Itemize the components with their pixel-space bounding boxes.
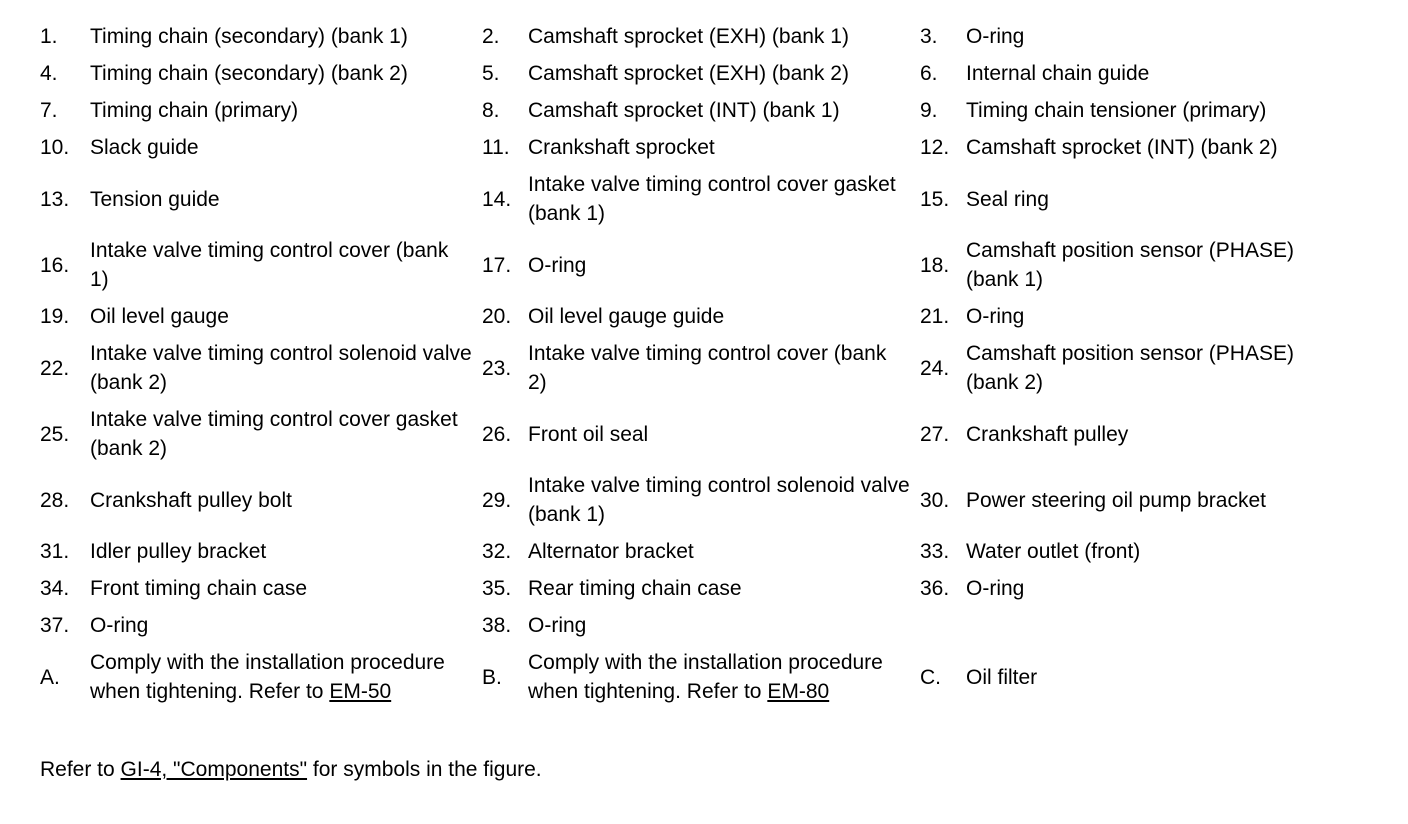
part-number: 28. [40, 488, 70, 512]
part-number: 18. [920, 253, 950, 277]
part-name: O-ring [90, 614, 149, 637]
part-number: 8. [482, 99, 500, 122]
part-name: Power steering oil pump bracket [966, 488, 1266, 512]
part-name: Camshaft position sensor (PHASE) (bank 2) [966, 342, 1294, 394]
part-number: 10. [40, 136, 70, 159]
part-number: 24. [920, 356, 950, 380]
part-number: 29. [482, 488, 512, 512]
part-number: 9. [920, 99, 938, 122]
part-number: 16. [40, 253, 70, 277]
part-number: 17. [482, 253, 512, 277]
legend-row [30, 607, 1346, 644]
part-name: Intake valve timing control cover gasket (bank 2) [90, 408, 458, 460]
part-number: 38. [482, 614, 512, 637]
part-number: 2. [482, 25, 500, 48]
part-name: Slack guide [90, 136, 199, 159]
part-name: Seal ring [966, 187, 1049, 211]
notes-row [30, 644, 1346, 710]
part-name: O-ring [966, 25, 1025, 48]
part-name: Front timing chain case [90, 577, 308, 600]
part-number: 36. [920, 577, 950, 600]
part-number: 25. [40, 422, 70, 446]
note-letter: C. [920, 665, 941, 689]
part-name: O-ring [966, 577, 1025, 600]
gi-4-components-link[interactable]: GI-4, "Components" [120, 758, 308, 781]
part-name: Intake valve timing control solenoid valve (bank 1) [528, 474, 910, 526]
legend-row [30, 401, 1346, 467]
part-name: Front oil seal [528, 422, 649, 446]
part-name: Camshaft sprocket (EXH) (bank 2) [528, 62, 849, 85]
part-name: Timing chain (primary) [90, 99, 299, 122]
part-name: Intake valve timing control cover gasket (bank 1) [528, 173, 896, 225]
part-number: 34. [40, 577, 70, 600]
note-a-text: Comply with the installation procedure when tightening. Refer to [90, 651, 445, 703]
legend-row [30, 533, 1346, 570]
note-text: Oil filter [966, 665, 1038, 689]
part-number: 15. [920, 187, 950, 211]
legend-row [30, 298, 1346, 335]
em-80-link[interactable]: EM-80 [767, 680, 830, 703]
note-text [90, 644, 472, 710]
part-number: 5. [482, 62, 500, 85]
part-name: Intake valve timing control solenoid valve (bank 2) [90, 342, 472, 394]
part-name: Oil level gauge guide [528, 305, 725, 328]
note-text [528, 644, 910, 710]
part-name: Water outlet (front) [966, 540, 1141, 563]
legend-row [30, 335, 1346, 401]
part-name: Timing chain (secondary) (bank 1) [90, 25, 408, 48]
note-letter: B. [482, 665, 502, 689]
legend-row [30, 166, 1346, 232]
legend-row [30, 18, 1346, 55]
part-number: 27. [920, 422, 950, 446]
part-name: Timing chain tensioner (primary) [966, 99, 1267, 122]
part-number: 21. [920, 305, 950, 328]
part-name: Camshaft sprocket (INT) (bank 1) [528, 99, 840, 122]
em-50-link[interactable]: EM-50 [329, 680, 392, 703]
part-number: 12. [920, 136, 950, 159]
part-name: Timing chain (secondary) (bank 2) [90, 62, 408, 85]
part-name [966, 607, 1346, 644]
part-number: 23. [482, 356, 512, 380]
footnote-suffix: for symbols in the figure. [307, 758, 542, 781]
part-name: Alternator bracket [528, 540, 694, 563]
part-name: Internal chain guide [966, 62, 1150, 85]
part-name: Crankshaft pulley [966, 422, 1129, 446]
part-name: Crankshaft pulley bolt [90, 488, 292, 512]
parts-legend-table [30, 18, 1346, 710]
part-number: 3. [920, 25, 938, 48]
part-name: Camshaft sprocket (EXH) (bank 1) [528, 25, 849, 48]
note-letter: A. [40, 665, 60, 689]
part-number: 7. [40, 99, 58, 122]
part-number: 20. [482, 305, 512, 328]
part-name: Rear timing chain case [528, 577, 742, 600]
legend-row [30, 232, 1346, 298]
footnote [40, 755, 542, 784]
part-number: 26. [482, 422, 512, 446]
legend-row [30, 55, 1346, 92]
legend-row [30, 92, 1346, 129]
legend-row [30, 570, 1346, 607]
part-number: 30. [920, 488, 950, 512]
footnote-prefix: Refer to [40, 758, 121, 781]
part-name: Intake valve timing control cover (bank 1) [90, 239, 449, 291]
part-name: O-ring [528, 614, 587, 637]
part-number [910, 607, 966, 644]
part-name: O-ring [528, 253, 587, 277]
part-number: 19. [40, 305, 70, 328]
part-number: 22. [40, 356, 70, 380]
part-name: Idler pulley bracket [90, 540, 267, 563]
part-name: Crankshaft sprocket [528, 136, 715, 159]
part-name: Oil level gauge [90, 305, 229, 328]
part-number: 6. [920, 62, 938, 85]
part-number: 4. [40, 62, 58, 85]
part-number: 13. [40, 187, 70, 211]
part-number: 31. [40, 540, 70, 563]
part-number: 11. [482, 136, 510, 159]
parts-legend-body [30, 18, 1346, 644]
part-name: Intake valve timing control cover (bank 2) [528, 342, 887, 394]
notes-body [30, 644, 1346, 710]
part-number: 1. [40, 25, 58, 48]
part-name: O-ring [966, 305, 1025, 328]
legend-row [30, 129, 1346, 166]
part-number: 14. [482, 187, 512, 211]
part-number: 37. [40, 614, 70, 637]
part-number: 35. [482, 577, 512, 600]
legend-row [30, 467, 1346, 533]
part-number: 32. [482, 540, 512, 563]
part-name: Camshaft sprocket (INT) (bank 2) [966, 136, 1278, 159]
part-name: Tension guide [90, 187, 220, 211]
part-number: 33. [920, 540, 950, 563]
note-b-text: Comply with the installation procedure when tightening. Refer to [528, 651, 883, 703]
part-name: Camshaft position sensor (PHASE) (bank 1) [966, 239, 1294, 291]
